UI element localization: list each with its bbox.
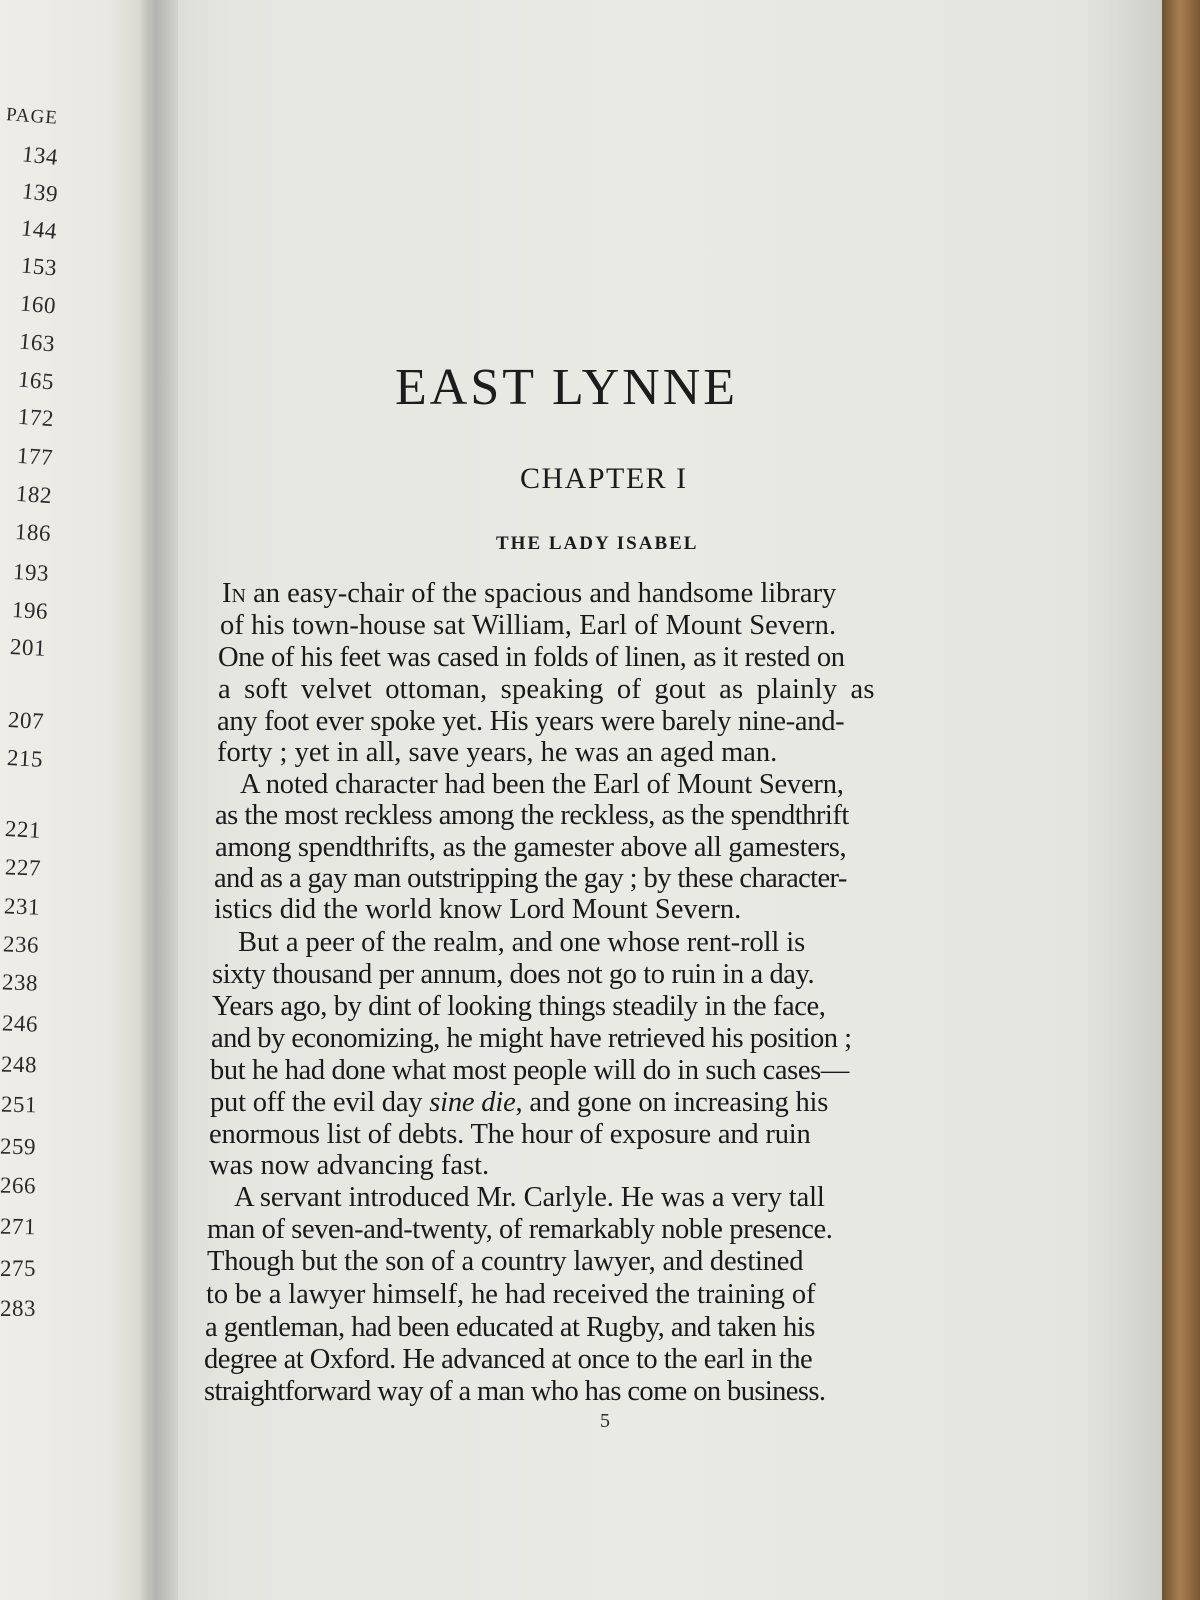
text-line: degree at Oxford. He advanced at once to the earl in the xyxy=(204,1344,813,1375)
table-edge xyxy=(1160,0,1200,1600)
index-page-number: 139 xyxy=(20,178,60,207)
index-page-number: 177 xyxy=(16,442,54,471)
text-line: But a peer of the realm, and one whose rent-roll is xyxy=(238,927,806,958)
chapter-subtitle: THE LADY ISABEL xyxy=(496,533,699,554)
text-line: was now advancing fast. xyxy=(209,1150,490,1181)
page-column-label: PAGE xyxy=(5,104,59,129)
index-page-number: 163 xyxy=(18,328,57,357)
index-page-number: 144 xyxy=(19,215,59,244)
drop-cap-word: In xyxy=(222,578,246,609)
index-page-number: 221 xyxy=(4,816,42,843)
text-line: any foot ever spoke yet. His years were barely nine-and- xyxy=(217,706,845,737)
text-line: istics did the world know Lord Mount Severn. xyxy=(214,894,742,925)
index-page-number: 275 xyxy=(0,1256,36,1281)
book-gutter-shadow xyxy=(138,0,178,1600)
line-text: an easy-chair of the spacious and handsome library xyxy=(245,578,837,609)
text-line: sixty thousand per annum, does not go to ruin in a day. xyxy=(212,959,815,990)
index-page-number: 196 xyxy=(11,597,49,624)
text-line: a gentleman, had been educated at Rugby, and taken his xyxy=(205,1312,815,1343)
index-page-number: 259 xyxy=(0,1133,37,1160)
index-page-number: 236 xyxy=(2,931,40,958)
text-line: straightforward way of a man who has come on business. xyxy=(204,1376,826,1407)
index-page-number: 271 xyxy=(0,1213,37,1240)
text-line: One of his feet was cased in folds of linen, as it rested on xyxy=(218,642,845,673)
text-line: but he had done what most people will do in such cases— xyxy=(210,1055,849,1086)
text-line: and by economizing, he might have retrieved his position ; xyxy=(211,1023,852,1054)
text-line xyxy=(222,578,836,610)
index-page-number: 251 xyxy=(0,1091,38,1118)
text-line: to be a lawyer himself, he had received the training of xyxy=(206,1279,816,1310)
text-line: Though but the son of a country lawyer, and destined xyxy=(207,1246,804,1277)
index-page-number: 227 xyxy=(4,854,42,881)
text-line: of his town-house sat William, Earl of Mount Severn. xyxy=(220,610,837,641)
index-page-number: 248 xyxy=(0,1051,38,1078)
text-line: enormous list of debts. The hour of exposure and ruin xyxy=(209,1119,811,1150)
page-number: 5 xyxy=(600,1410,610,1432)
index-page-number: 215 xyxy=(6,745,44,772)
index-page-number: 193 xyxy=(12,559,50,586)
index-page-number: 134 xyxy=(20,141,60,170)
index-page-number: 231 xyxy=(3,893,41,920)
book-title: EAST LYNNE xyxy=(395,359,739,416)
index-page-number: 266 xyxy=(0,1172,37,1199)
text-line: A servant introduced Mr. Carlyle. He was a very tall xyxy=(234,1182,825,1213)
index-page-number: 172 xyxy=(17,403,55,432)
text-line: among spendthrifts, as the gamester above all gamesters, xyxy=(215,832,847,863)
index-page-number: 238 xyxy=(1,969,39,996)
chapter-heading: CHAPTER I xyxy=(520,462,688,495)
index-page-number: 153 xyxy=(20,252,59,281)
line-text: put off the evil day xyxy=(210,1087,430,1118)
text-line: as the most reckless among the reckless, as the spendthrift xyxy=(215,800,849,831)
text-line: a soft velvet ottoman, speaking of gout as plainly as xyxy=(218,674,875,705)
line-text: , and gone on increasing his xyxy=(515,1087,829,1118)
italic-phrase: sine die xyxy=(429,1087,516,1118)
text-line: and as a gay man outstripping the gay ; by these character- xyxy=(214,863,847,894)
text-line: man of seven-and-twenty, of remarkably noble presence. xyxy=(207,1214,833,1245)
left-index-page xyxy=(0,0,152,1600)
text-line: Years ago, by dint of looking things steadily in the face, xyxy=(212,991,826,1022)
index-page-number: 201 xyxy=(9,634,47,661)
index-page-number: 283 xyxy=(0,1296,36,1321)
index-page-number: 207 xyxy=(7,707,45,734)
index-page-number: 165 xyxy=(17,366,56,395)
text-line xyxy=(210,1087,828,1119)
text-line: A noted character had been the Earl of Mount Severn, xyxy=(240,769,844,800)
index-page-number: 182 xyxy=(15,480,53,509)
index-page-number: 186 xyxy=(14,519,52,546)
index-page-number: 160 xyxy=(19,290,58,319)
index-page-number: 246 xyxy=(1,1010,39,1037)
text-line: forty ; yet in all, save years, he was an aged man. xyxy=(217,737,778,768)
